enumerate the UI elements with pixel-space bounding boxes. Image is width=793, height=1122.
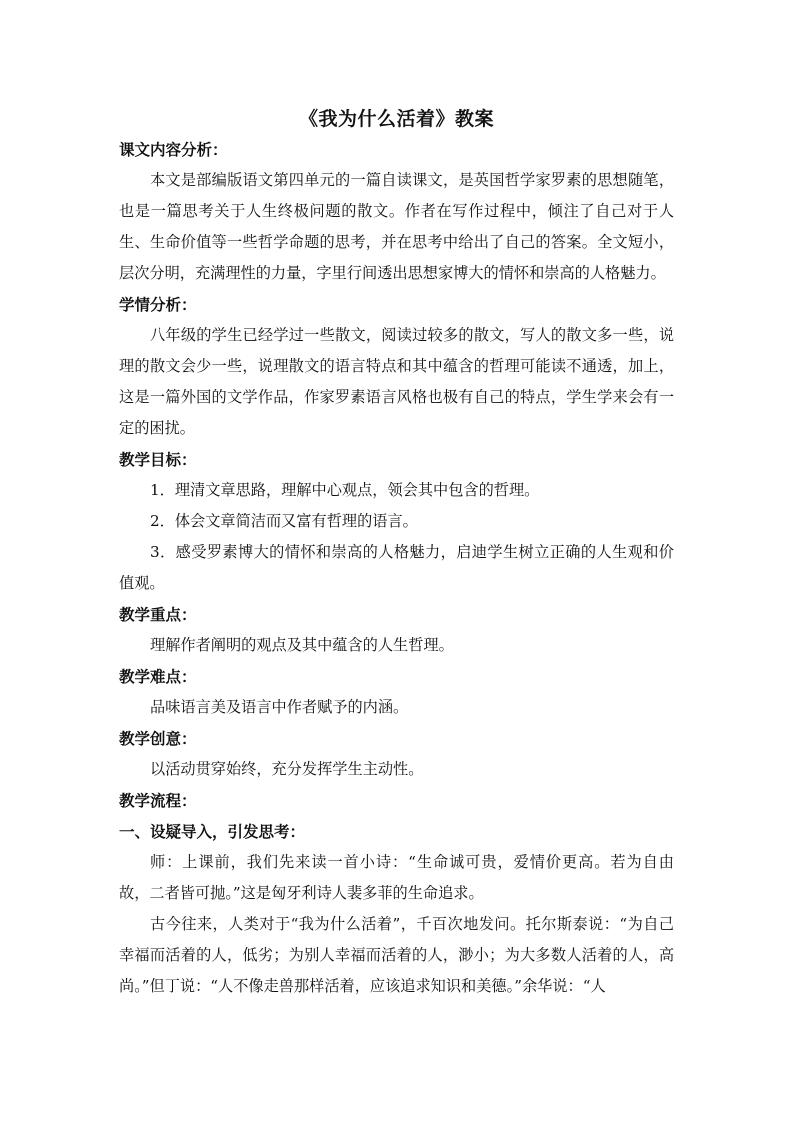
paragraph-key-points: 理解作者阐明的观点及其中蕴含的人生哲理。: [150, 636, 454, 654]
heading-text-analysis: 课文内容分析：: [119, 140, 228, 159]
goal-item-2: 2．体会文章简洁而又富有哲理的语言。: [150, 512, 418, 530]
goal-item-3: 3．感受罗素博大的情怀和崇高的人格魅力，启迪学生树立正确的人生观和价值观。: [119, 543, 674, 592]
paragraph-step-one-poem: 师：上课前，我们先来读一首小诗：“生命诚可贵，爱情价更高。若为自由故，二者皆可抛。”这是匈牙利诗人裴多菲的生命追求。: [119, 853, 674, 902]
paragraph-difficulties: 品味语言美及语言中作者赋予的内涵。: [150, 698, 409, 716]
document-body: [119, 104, 674, 1002]
paragraph-text-analysis: 本文是部编版语文第四单元的一篇自读课文，是英国哲学家罗素的思想随笔，也是一篇思考关于人生终极问题的散文。作者在写作过程中，倾注了自己对于人生、生命价值等一些哲学命题的思考，并在思考中给出了自己的答案。全文短小，层次分明，充满理性的力量，字里行间透出思想家博大的情怀和崇高的人格魅力。: [119, 171, 674, 282]
heading-step-one: 一、设疑导入，引发思考：: [119, 822, 306, 841]
heading-teaching-goals: 教学目标：: [119, 450, 197, 469]
paragraph-step-one-quotes: 古今往来，人类对于“我为什么活着”，千百次地发问。托尔斯泰说：“为自己幸福而活着的人，低劣；为别人幸福而活着的人，渺小；为大多数人活着的人，高尚。”但丁说：“人不像走兽那样活着，应该追求知识和美德。”余华说：“人: [119, 915, 674, 995]
heading-difficulties: 教学难点：: [119, 667, 197, 686]
heading-student-analysis: 学情分析：: [119, 295, 197, 314]
goal-item-1: 1．理清文章思路，理解中心观点，领会其中包含的哲理。: [150, 481, 540, 499]
heading-creative-idea: 教学创意：: [119, 729, 197, 748]
heading-teaching-process: 教学流程：: [119, 791, 197, 810]
paragraph-creative-idea: 以活动贯穿始终，充分发挥学生主动性。: [150, 760, 424, 778]
heading-key-points: 教学重点：: [119, 605, 197, 624]
document-title: 《我为什么活着》教案: [298, 108, 494, 130]
paragraph-student-analysis: 八年级的学生已经学过一些散文，阅读过较多的散文，写人的散文多一些，说理的散文会少一些，说理散文的语言特点和其中蕴含的哲理可能读不通透，加上，这是一篇外国的文学作品，作家罗素语言风格也极有自己的特点，学生学来会有一定的困扰。: [119, 326, 674, 437]
